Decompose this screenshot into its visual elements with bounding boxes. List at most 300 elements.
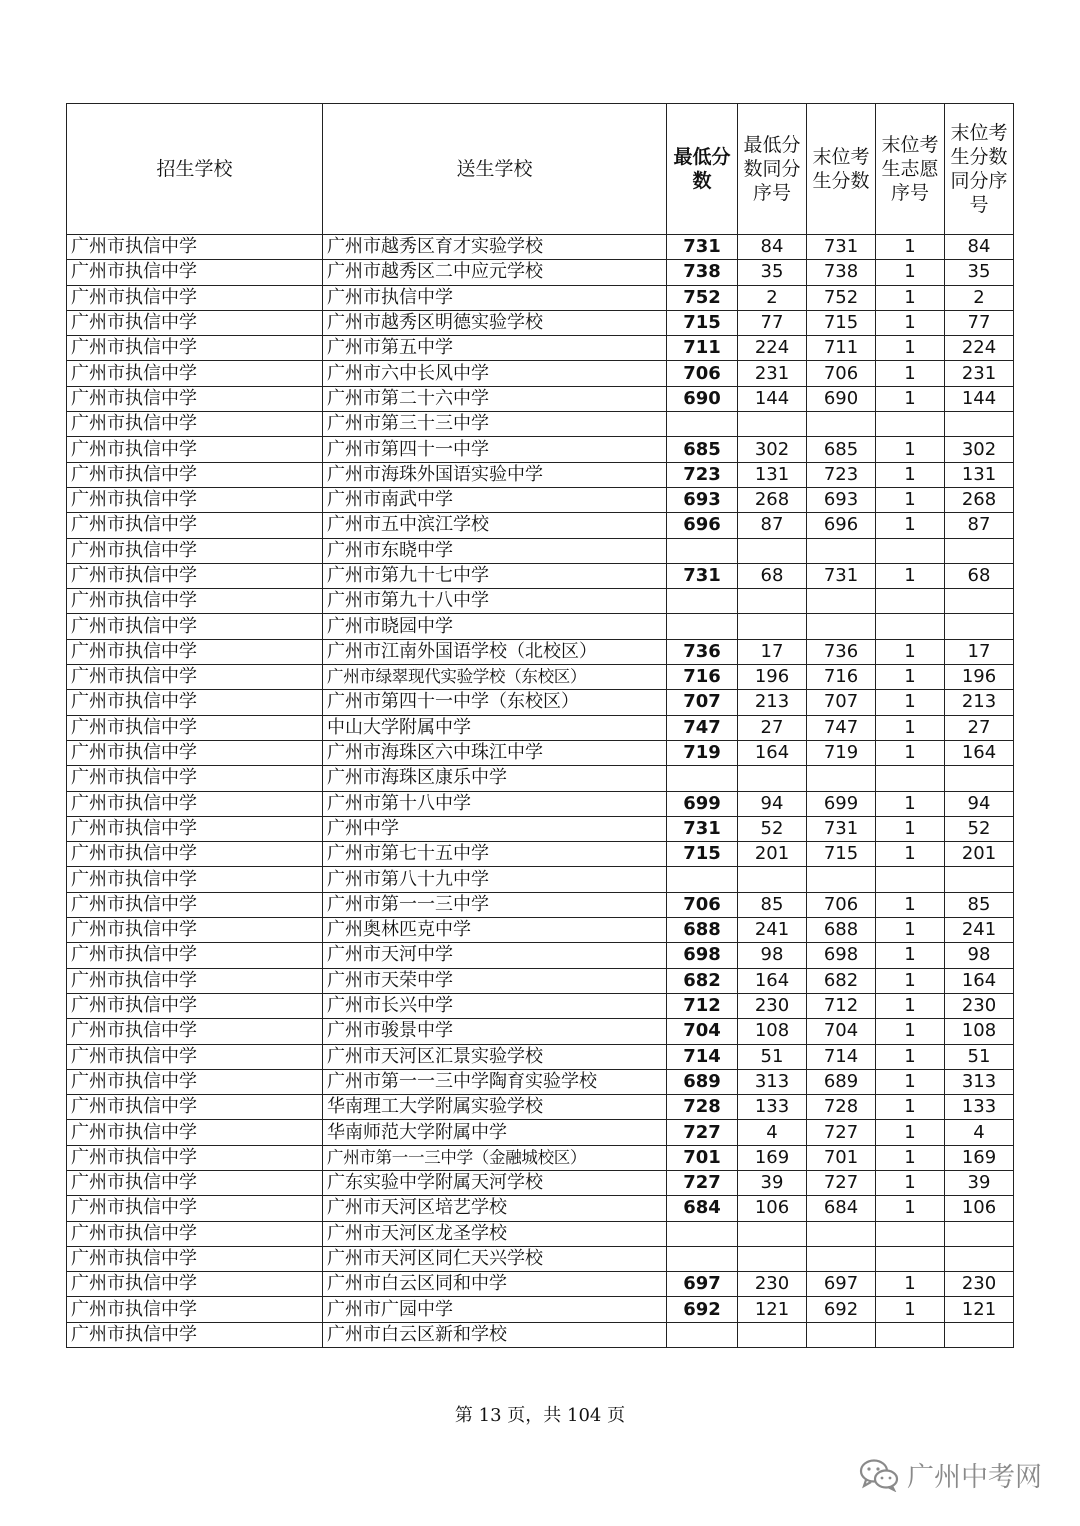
- cell-min-score: 697: [667, 1272, 738, 1297]
- cell-min-score: [667, 766, 738, 791]
- cell-last-score-rank: 51: [945, 1044, 1014, 1069]
- cell-enrolling-school: 广州市执信中学: [67, 487, 323, 512]
- cell-enrolling-school: 广州市执信中学: [67, 766, 323, 791]
- cell-last-score: [807, 538, 876, 563]
- cell-last-choice-rank: 1: [876, 690, 945, 715]
- cell-min-score: 707: [667, 690, 738, 715]
- table-row: [67, 867, 1014, 892]
- table-row: [67, 1196, 1014, 1221]
- table-row: [67, 412, 1014, 437]
- cell-last-score-rank: 39: [945, 1170, 1014, 1195]
- cell-min-score: [667, 412, 738, 437]
- cell-last-score: [807, 589, 876, 614]
- cell-last-score: [807, 412, 876, 437]
- cell-last-score-rank: 230: [945, 1272, 1014, 1297]
- cell-last-choice-rank: 1: [876, 1297, 945, 1322]
- cell-sending-school: 广州市东晓中学: [323, 538, 667, 563]
- cell-last-choice-rank: 1: [876, 1044, 945, 1069]
- cell-enrolling-school: 广州市执信中学: [67, 1095, 323, 1120]
- cell-last-score: 714: [807, 1044, 876, 1069]
- cell-last-score-rank: [945, 412, 1014, 437]
- cell-last-choice-rank: 1: [876, 487, 945, 512]
- cell-sending-school: 广州市天河区龙圣学校: [323, 1221, 667, 1246]
- cell-last-score: 728: [807, 1095, 876, 1120]
- cell-sending-school: 广州市天河区培艺学校: [323, 1196, 667, 1221]
- cell-last-choice-rank: [876, 1221, 945, 1246]
- cell-min-score: 698: [667, 943, 738, 968]
- table-row: [67, 740, 1014, 765]
- header-enrolling-school: 招生学校: [67, 104, 323, 235]
- cell-enrolling-school: 广州市执信中学: [67, 715, 323, 740]
- cell-last-score: 699: [807, 791, 876, 816]
- cell-min-score: 731: [667, 235, 738, 260]
- cell-enrolling-school: 广州市执信中学: [67, 1246, 323, 1271]
- cell-enrolling-school: 广州市执信中学: [67, 1221, 323, 1246]
- cell-last-score: 706: [807, 361, 876, 386]
- cell-enrolling-school: 广州市执信中学: [67, 740, 323, 765]
- cell-sending-school: 广州市白云区同和中学: [323, 1272, 667, 1297]
- cell-sending-school: 广州市六中长风中学: [323, 361, 667, 386]
- cell-min-score-rank: 39: [738, 1170, 807, 1195]
- cell-sending-school: 广州市南武中学: [323, 487, 667, 512]
- cell-last-score: 715: [807, 842, 876, 867]
- cell-min-score-rank: [738, 1221, 807, 1246]
- cell-last-choice-rank: 1: [876, 513, 945, 538]
- cell-last-score-rank: [945, 614, 1014, 639]
- cell-min-score-rank: 213: [738, 690, 807, 715]
- cell-min-score-rank: [738, 1322, 807, 1347]
- cell-sending-school: 广州市海珠区康乐中学: [323, 766, 667, 791]
- cell-sending-school: 广州市骏景中学: [323, 1019, 667, 1044]
- cell-min-score: 711: [667, 336, 738, 361]
- cell-enrolling-school: 广州市执信中学: [67, 1069, 323, 1094]
- cell-min-score-rank: 2: [738, 285, 807, 310]
- cell-min-score-rank: 302: [738, 437, 807, 462]
- cell-last-choice-rank: 1: [876, 1095, 945, 1120]
- table-row: [67, 892, 1014, 917]
- cell-last-score: [807, 1221, 876, 1246]
- cell-min-score-rank: 164: [738, 968, 807, 993]
- cell-last-choice-rank: 1: [876, 816, 945, 841]
- table-row: [67, 437, 1014, 462]
- cell-last-score-rank: 84: [945, 235, 1014, 260]
- table-row: [67, 1120, 1014, 1145]
- cell-last-choice-rank: 1: [876, 260, 945, 285]
- cell-sending-school: 广州奥林匹克中学: [323, 918, 667, 943]
- table-row: [67, 1019, 1014, 1044]
- table-row: [67, 665, 1014, 690]
- cell-min-score-rank: 144: [738, 386, 807, 411]
- cell-enrolling-school: 广州市执信中学: [67, 816, 323, 841]
- cell-min-score-rank: 35: [738, 260, 807, 285]
- header-last-choice-rank: 末位考生志愿序号: [876, 104, 945, 235]
- cell-last-choice-rank: 1: [876, 665, 945, 690]
- wechat-icon: [859, 1458, 899, 1492]
- cell-last-score: 701: [807, 1145, 876, 1170]
- cell-min-score-rank: [738, 867, 807, 892]
- cell-sending-school: 广州市晓园中学: [323, 614, 667, 639]
- cell-min-score: 738: [667, 260, 738, 285]
- table-row: [67, 563, 1014, 588]
- cell-min-score-rank: 77: [738, 310, 807, 335]
- cell-last-score-rank: 87: [945, 513, 1014, 538]
- cell-last-score: 688: [807, 918, 876, 943]
- cell-enrolling-school: 广州市执信中学: [67, 513, 323, 538]
- table-row: [67, 487, 1014, 512]
- cell-min-score-rank: 131: [738, 462, 807, 487]
- cell-min-score: 701: [667, 1145, 738, 1170]
- cell-last-score: 731: [807, 235, 876, 260]
- cell-last-score: 752: [807, 285, 876, 310]
- cell-last-score: 747: [807, 715, 876, 740]
- cell-sending-school: 广州市第一一三中学（金融城校区）: [323, 1145, 667, 1170]
- cell-enrolling-school: 广州市执信中学: [67, 1322, 323, 1347]
- cell-min-score: 693: [667, 487, 738, 512]
- cell-last-choice-rank: 1: [876, 1272, 945, 1297]
- watermark-text: 广州中考网: [907, 1462, 1042, 1493]
- cell-last-score-rank: 4: [945, 1120, 1014, 1145]
- cell-last-choice-rank: [876, 589, 945, 614]
- cell-sending-school: 广州市第四十一中学（东校区）: [323, 690, 667, 715]
- cell-last-choice-rank: 1: [876, 1019, 945, 1044]
- cell-last-score-rank: 94: [945, 791, 1014, 816]
- cell-min-score-rank: 313: [738, 1069, 807, 1094]
- cell-min-score-rank: [738, 766, 807, 791]
- table-row: [67, 462, 1014, 487]
- cell-sending-school: 广州市天河区汇景实验学校: [323, 1044, 667, 1069]
- cell-min-score: 699: [667, 791, 738, 816]
- cell-sending-school: 广州市第一一三中学: [323, 892, 667, 917]
- cell-last-score: 712: [807, 993, 876, 1018]
- cell-last-score-rank: 201: [945, 842, 1014, 867]
- cell-min-score: 715: [667, 842, 738, 867]
- table-row: [67, 1297, 1014, 1322]
- cell-last-choice-rank: 1: [876, 1145, 945, 1170]
- cell-last-score-rank: 27: [945, 715, 1014, 740]
- cell-sending-school: 广州市白云区新和学校: [323, 1322, 667, 1347]
- cell-last-score: 684: [807, 1196, 876, 1221]
- cell-enrolling-school: 广州市执信中学: [67, 285, 323, 310]
- cell-sending-school: 广州市越秀区明德实验学校: [323, 310, 667, 335]
- header-last-score-rank: 末位考生分数同分序号: [945, 104, 1014, 235]
- table-row: [67, 690, 1014, 715]
- cell-last-score: 704: [807, 1019, 876, 1044]
- cell-enrolling-school: 广州市执信中学: [67, 1120, 323, 1145]
- cell-last-choice-rank: 1: [876, 1069, 945, 1094]
- cell-last-choice-rank: 1: [876, 361, 945, 386]
- table-row: [67, 918, 1014, 943]
- cell-enrolling-school: 广州市执信中学: [67, 563, 323, 588]
- watermark: [859, 1455, 1042, 1494]
- cell-last-score-rank: 313: [945, 1069, 1014, 1094]
- cell-enrolling-school: 广州市执信中学: [67, 462, 323, 487]
- cell-last-choice-rank: [876, 412, 945, 437]
- cell-min-score-rank: 108: [738, 1019, 807, 1044]
- cell-sending-school: 华南师范大学附属中学: [323, 1120, 667, 1145]
- cell-enrolling-school: 广州市执信中学: [67, 336, 323, 361]
- cell-last-score: 715: [807, 310, 876, 335]
- cell-enrolling-school: 广州市执信中学: [67, 842, 323, 867]
- cell-min-score: 716: [667, 665, 738, 690]
- cell-last-score: 696: [807, 513, 876, 538]
- cell-min-score-rank: 230: [738, 993, 807, 1018]
- cell-min-score: [667, 538, 738, 563]
- cell-last-score-rank: [945, 867, 1014, 892]
- table-row: [67, 1221, 1014, 1246]
- cell-enrolling-school: 广州市执信中学: [67, 260, 323, 285]
- cell-last-score: 731: [807, 563, 876, 588]
- cell-min-score-rank: 94: [738, 791, 807, 816]
- cell-enrolling-school: 广州市执信中学: [67, 235, 323, 260]
- cell-min-score: 706: [667, 361, 738, 386]
- cell-last-score: 727: [807, 1120, 876, 1145]
- table-row: [67, 1145, 1014, 1170]
- cell-last-score: [807, 614, 876, 639]
- cell-last-score: 738: [807, 260, 876, 285]
- cell-last-choice-rank: [876, 1246, 945, 1271]
- cell-min-score: [667, 1246, 738, 1271]
- cell-last-score-rank: 196: [945, 665, 1014, 690]
- cell-sending-school: 广州市天河区同仁天兴学校: [323, 1246, 667, 1271]
- cell-min-score-rank: 201: [738, 842, 807, 867]
- cell-min-score-rank: 196: [738, 665, 807, 690]
- cell-enrolling-school: 广州市执信中学: [67, 614, 323, 639]
- cell-last-choice-rank: 1: [876, 943, 945, 968]
- cell-sending-school: 广州市第三十三中学: [323, 412, 667, 437]
- cell-last-choice-rank: [876, 867, 945, 892]
- cell-sending-school: 广州市第十八中学: [323, 791, 667, 816]
- cell-min-score: 719: [667, 740, 738, 765]
- cell-enrolling-school: 广州市执信中学: [67, 892, 323, 917]
- cell-last-score-rank: 98: [945, 943, 1014, 968]
- cell-last-choice-rank: [876, 538, 945, 563]
- page-number: 第 13 页，共 104 页: [454, 1405, 626, 1426]
- cell-sending-school: 广州市第九十八中学: [323, 589, 667, 614]
- cell-sending-school: 广州市第二十六中学: [323, 386, 667, 411]
- cell-enrolling-school: 广州市执信中学: [67, 1297, 323, 1322]
- cell-enrolling-school: 广州市执信中学: [67, 665, 323, 690]
- cell-enrolling-school: 广州市执信中学: [67, 968, 323, 993]
- table-row: [67, 1322, 1014, 1347]
- header-min-score-rank: 最低分数同分序号: [738, 104, 807, 235]
- cell-min-score-rank: 52: [738, 816, 807, 841]
- cell-min-score-rank: 133: [738, 1095, 807, 1120]
- cell-last-score: 711: [807, 336, 876, 361]
- cell-last-score-rank: [945, 589, 1014, 614]
- cell-sending-school: 广州市五中滨江学校: [323, 513, 667, 538]
- cell-min-score: [667, 1322, 738, 1347]
- table-row: [67, 336, 1014, 361]
- cell-enrolling-school: 广州市执信中学: [67, 1170, 323, 1195]
- cell-enrolling-school: 广州市执信中学: [67, 791, 323, 816]
- cell-last-score: 698: [807, 943, 876, 968]
- cell-last-choice-rank: 1: [876, 740, 945, 765]
- cell-sending-school: 广州市天河中学: [323, 943, 667, 968]
- cell-sending-school: 广州市越秀区育才实验学校: [323, 235, 667, 260]
- cell-last-score: [807, 1246, 876, 1271]
- cell-last-choice-rank: 1: [876, 1170, 945, 1195]
- cell-min-score: 688: [667, 918, 738, 943]
- cell-last-score: 685: [807, 437, 876, 462]
- cell-enrolling-school: 广州市执信中学: [67, 361, 323, 386]
- cell-min-score: 685: [667, 437, 738, 462]
- cell-last-choice-rank: 1: [876, 715, 945, 740]
- cell-min-score: 752: [667, 285, 738, 310]
- table-row: [67, 361, 1014, 386]
- cell-last-score-rank: 241: [945, 918, 1014, 943]
- cell-min-score-rank: [738, 1246, 807, 1271]
- cell-min-score-rank: [738, 412, 807, 437]
- cell-sending-school: 广州市第七十五中学: [323, 842, 667, 867]
- table-row: [67, 791, 1014, 816]
- table-row: [67, 968, 1014, 993]
- cell-last-score-rank: [945, 538, 1014, 563]
- cell-last-choice-rank: 1: [876, 437, 945, 462]
- cell-last-choice-rank: 1: [876, 791, 945, 816]
- cell-last-score-rank: 2: [945, 285, 1014, 310]
- table-row: [67, 538, 1014, 563]
- cell-last-score-rank: 144: [945, 386, 1014, 411]
- cell-enrolling-school: 广州市执信中学: [67, 1196, 323, 1221]
- table-row: [67, 1272, 1014, 1297]
- cell-last-score: [807, 1322, 876, 1347]
- table-row: [67, 1069, 1014, 1094]
- cell-last-score-rank: [945, 766, 1014, 791]
- cell-sending-school: 广东实验中学附属天河学校: [323, 1170, 667, 1195]
- cell-min-score-rank: [738, 589, 807, 614]
- cell-min-score-rank: 106: [738, 1196, 807, 1221]
- cell-enrolling-school: 广州市执信中学: [67, 1145, 323, 1170]
- cell-enrolling-school: 广州市执信中学: [67, 310, 323, 335]
- cell-last-score-rank: 268: [945, 487, 1014, 512]
- cell-last-score-rank: 85: [945, 892, 1014, 917]
- cell-last-score-rank: 131: [945, 462, 1014, 487]
- cell-last-score-rank: 52: [945, 816, 1014, 841]
- cell-last-choice-rank: 1: [876, 310, 945, 335]
- cell-min-score-rank: 98: [738, 943, 807, 968]
- table-row: [67, 386, 1014, 411]
- table-row: [67, 1246, 1014, 1271]
- cell-sending-school: 广州市执信中学: [323, 285, 667, 310]
- cell-min-score-rank: 84: [738, 235, 807, 260]
- table-row: [67, 310, 1014, 335]
- cell-min-score: 714: [667, 1044, 738, 1069]
- cell-last-score: 727: [807, 1170, 876, 1195]
- cell-min-score-rank: 85: [738, 892, 807, 917]
- cell-enrolling-school: 广州市执信中学: [67, 437, 323, 462]
- cell-last-score: 723: [807, 462, 876, 487]
- cell-last-score-rank: 121: [945, 1297, 1014, 1322]
- cell-min-score-rank: 231: [738, 361, 807, 386]
- cell-min-score-rank: 121: [738, 1297, 807, 1322]
- table-body: [67, 235, 1014, 1348]
- cell-last-choice-rank: 1: [876, 462, 945, 487]
- cell-min-score-rank: 164: [738, 740, 807, 765]
- cell-sending-school: 广州市第九十七中学: [323, 563, 667, 588]
- cell-sending-school: 广州市第八十九中学: [323, 867, 667, 892]
- cell-last-choice-rank: 1: [876, 918, 945, 943]
- cell-sending-school: 中山大学附属中学: [323, 715, 667, 740]
- table-row: [67, 943, 1014, 968]
- table-row: [67, 993, 1014, 1018]
- cell-min-score: 682: [667, 968, 738, 993]
- cell-last-score: 731: [807, 816, 876, 841]
- cell-last-score: [807, 867, 876, 892]
- header-sending-school: 送生学校: [323, 104, 667, 235]
- cell-last-choice-rank: 1: [876, 993, 945, 1018]
- header-last-score: 末位考生分数: [807, 104, 876, 235]
- cell-last-score-rank: [945, 1246, 1014, 1271]
- cell-last-score-rank: 164: [945, 968, 1014, 993]
- cell-last-choice-rank: 1: [876, 968, 945, 993]
- cell-last-score: 716: [807, 665, 876, 690]
- cell-last-score-rank: 108: [945, 1019, 1014, 1044]
- cell-min-score-rank: 169: [738, 1145, 807, 1170]
- cell-min-score-rank: 87: [738, 513, 807, 538]
- cell-min-score-rank: 51: [738, 1044, 807, 1069]
- cell-last-score-rank: 164: [945, 740, 1014, 765]
- cell-min-score-rank: 27: [738, 715, 807, 740]
- cell-min-score: 727: [667, 1170, 738, 1195]
- cell-sending-school: 广州中学: [323, 816, 667, 841]
- cell-sending-school: 广州市长兴中学: [323, 993, 667, 1018]
- cell-last-score: 692: [807, 1297, 876, 1322]
- cell-enrolling-school: 广州市执信中学: [67, 943, 323, 968]
- cell-last-score-rank: 224: [945, 336, 1014, 361]
- cell-last-choice-rank: 1: [876, 336, 945, 361]
- cell-sending-school: 广州市越秀区二中应元学校: [323, 260, 667, 285]
- cell-sending-school: 广州市第五中学: [323, 336, 667, 361]
- cell-min-score: 727: [667, 1120, 738, 1145]
- cell-last-score: 706: [807, 892, 876, 917]
- cell-enrolling-school: 广州市执信中学: [67, 918, 323, 943]
- cell-enrolling-school: 广州市执信中学: [67, 538, 323, 563]
- cell-last-choice-rank: 1: [876, 1196, 945, 1221]
- cell-min-score: 747: [667, 715, 738, 740]
- cell-last-score: 719: [807, 740, 876, 765]
- cell-min-score: 736: [667, 639, 738, 664]
- cell-enrolling-school: 广州市执信中学: [67, 1272, 323, 1297]
- cell-enrolling-school: 广州市执信中学: [67, 1044, 323, 1069]
- cell-min-score: 690: [667, 386, 738, 411]
- cell-last-choice-rank: 1: [876, 892, 945, 917]
- cell-min-score: 723: [667, 462, 738, 487]
- cell-last-score: 707: [807, 690, 876, 715]
- cell-min-score: 715: [667, 310, 738, 335]
- cell-min-score: 692: [667, 1297, 738, 1322]
- table-row: [67, 639, 1014, 664]
- cell-min-score: [667, 1221, 738, 1246]
- cell-last-score-rank: 77: [945, 310, 1014, 335]
- cell-last-choice-rank: [876, 1322, 945, 1347]
- table-row: [67, 1170, 1014, 1195]
- admission-score-table: [66, 103, 1014, 1348]
- cell-last-score-rank: 68: [945, 563, 1014, 588]
- cell-min-score-rank: [738, 538, 807, 563]
- cell-sending-school: 广州市海珠外国语实验中学: [323, 462, 667, 487]
- cell-enrolling-school: 广州市执信中学: [67, 867, 323, 892]
- cell-last-score-rank: 230: [945, 993, 1014, 1018]
- cell-enrolling-school: 广州市执信中学: [67, 993, 323, 1018]
- cell-sending-school: 广州市绿翠现代实验学校（东校区）: [323, 665, 667, 690]
- cell-sending-school: 广州市第四十一中学: [323, 437, 667, 462]
- cell-min-score: 696: [667, 513, 738, 538]
- cell-last-score-rank: [945, 1322, 1014, 1347]
- cell-min-score-rank: [738, 614, 807, 639]
- cell-sending-school: 广州市天荣中学: [323, 968, 667, 993]
- cell-last-choice-rank: [876, 614, 945, 639]
- header-min-score: 最低分数: [667, 104, 738, 235]
